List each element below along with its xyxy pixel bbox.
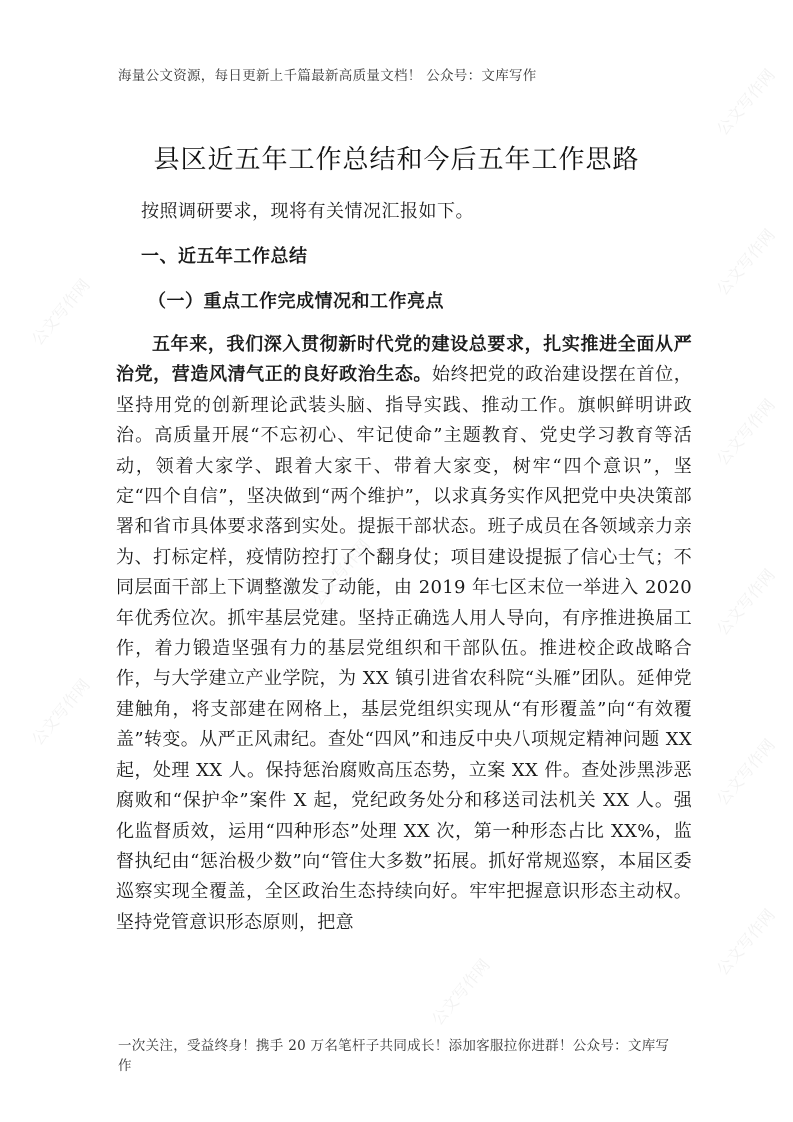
watermark-text: 公文写作网 <box>307 535 374 609</box>
watermark-text: 公文写作网 <box>712 225 779 299</box>
body-paragraph <box>116 330 692 938</box>
header-note: 海量公文资源，每日更新上千篇最新高质量文档！ 公众号：文库写作 <box>118 68 537 84</box>
subsection-heading: （一）重点工作完成情况和工作亮点 <box>148 291 444 312</box>
watermark-text: 公文写作网 <box>712 905 779 979</box>
watermark-text: 公文写作网 <box>712 65 779 139</box>
watermark-text: 公文写作网 <box>27 675 94 749</box>
footer-note: 一次关注，受益终身！携手 20 万名笔杆子共同成长！添加客服拉你进群！公众号：文库写作 <box>118 1038 670 1074</box>
watermark-text: 公文写作网 <box>712 735 779 809</box>
watermark-text: 公文写作网 <box>27 275 94 349</box>
paragraph-body-text: 始终把党的政治建设摆在首位，坚持用党的创新理论武装头脑、指导实践、推动工作。旗帜鲜明讲政治。高质量开展“不忘初心、牢记使命”主题教育、党史学习教育等活动，领着大家学、跟着大家干、带着大家变，树牢“四个意识”，坚定“四个自信”，坚决做到“两个维护”，以求真务实作风把党中央决策部署和省市具体要求落到实处。提振干部状态。班子成员在各领域亲力亲为、打标定样，疫情防控打了个翻身仗；项目建设提振了信心士气；不同层面干部上下调整激发了动能，由 2019 年七区末位一举进入 2020 年优秀位次。抓牢基层党建。坚持正确选人用人导向，有序推进换届工作，着力锻造坚强有力的基层党组织和干部队伍。推进校企政战略合作，与大学建立产业学院，为 XX 镇引进省农科院“头雁”团队。延伸党建触角，将支部建在网格上，基层党组织实现从“有形覆盖”向“有效覆盖”转变。从严正风肃纪。查处“四风”和违反中央八项规定精神问题 XX 起，处理 XX 人。保持惩治腐败高压态势，立案 XX 件。查处涉黑涉恶腐败和“保护伞”案件 X 起，党纪政务处分和移送司法机关 XX 人。强化监督质效，运用“四种形态”处理 XX 次，第一种形态占比 XX%，监督执纪由“惩治极少数”向“管住大多数”拓展。抓好常规巡察，本届区委巡察实现全覆盖，全区政治生态持续向好。牢牢把握意识形态主动权。坚持党管意识形态原则，把意 <box>116 364 692 933</box>
intro-paragraph: 按照调研要求，现将有关情况汇报如下。 <box>141 201 474 222</box>
watermark-text: 公文写作网 <box>427 955 494 1029</box>
section-heading: 一、近五年工作总结 <box>141 246 308 267</box>
watermark-text: 公文写作网 <box>712 565 779 639</box>
document-title: 县区近五年工作总结和今后五年工作思路 <box>153 145 640 175</box>
paragraph-lead-bold: 五年来，我们深入贯彻新时代党的建设总要求，扎实推进全面从严治党，营造风清气正的良好政治生态。 <box>116 334 692 386</box>
watermark-text: 公文写作网 <box>712 395 779 469</box>
